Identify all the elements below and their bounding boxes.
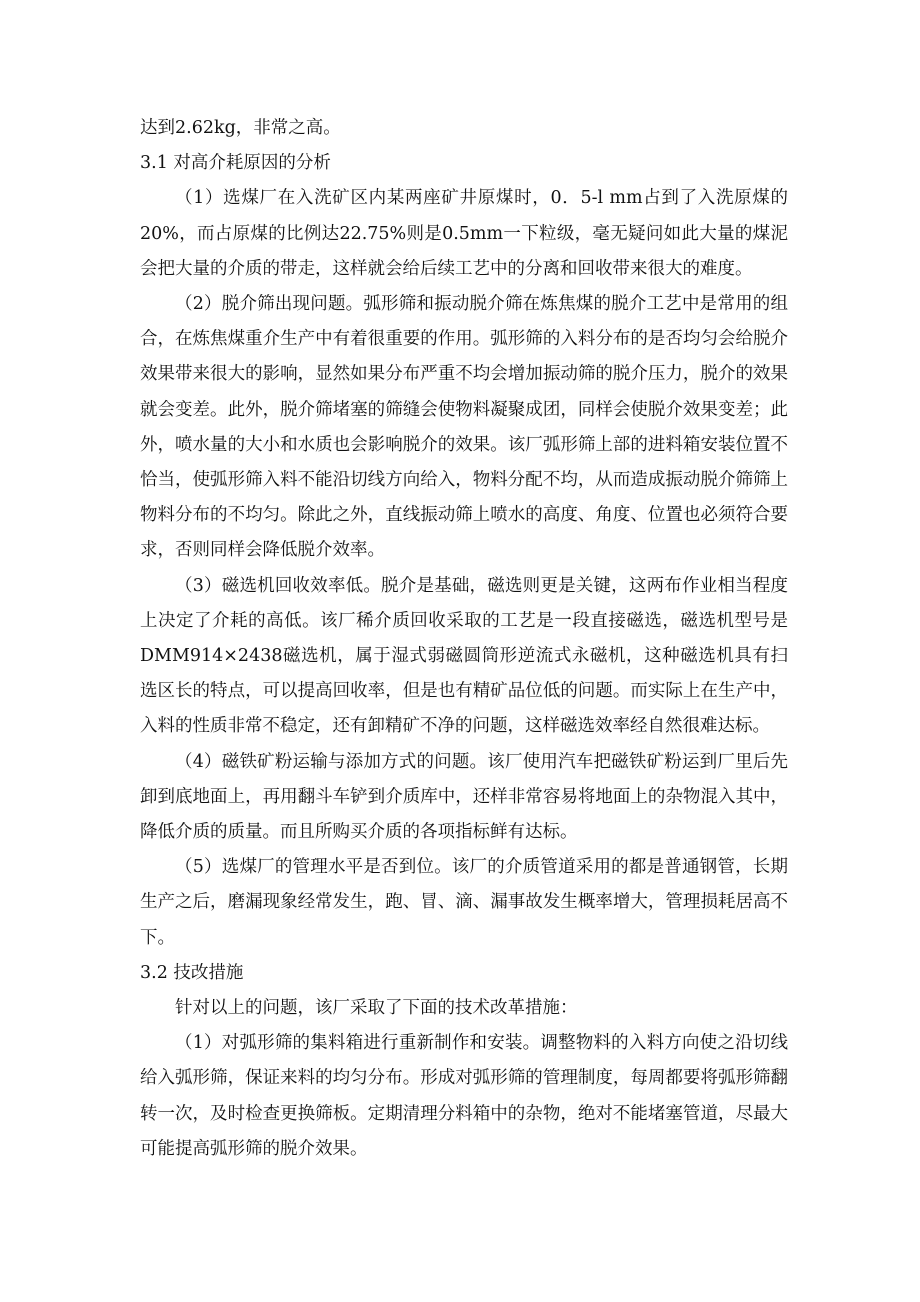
paragraph-cause-4: （4）磁铁矿粉运输与添加方式的问题。该厂使用汽车把磁铁矿粉运到厂里后先卸到底地面上，再用翻斗车铲到介质库中，还样非常容易将地面上的杂物混入其中，降低介质的质量。而且所购买介质的各项指标鲜有达标。 (140, 751, 788, 843)
section-heading-3-2: 3.2 技改措施 (140, 962, 244, 983)
section-heading-3-1: 3.1 对高介耗原因的分析 (140, 153, 331, 174)
paragraph-cause-5: （5）选煤厂的管理水平是否到位。该厂的介质管道采用的都是普通钢管，长期生产之后，磨漏现象经常发生，跑、冒、滴、漏事故发生概率增大，管理损耗居高不下。 (140, 857, 788, 948)
paragraph-cause-1: （1）选煤厂在入洗矿区内某两座矿井原煤时，0．5-l mm占到了入洗原煤的20%，而占原煤的比例达22.75%则是0.5mm一下粒级，毫无疑问如此大量的煤泥会把大量的介质的带走，这样就会给后续工艺中的分离和回收带来很大的难度。 (140, 188, 788, 279)
paragraph-measures-intro: 针对以上的问题，该厂采取了下面的技术改革措施： (175, 998, 578, 1019)
paragraph-cause-2: （2）脱介筛出现问题。弧形筛和振动脱介筛在炼焦煤的脱介工艺中是常用的组合，在炼焦煤重介生产中有着很重要的作用。弧形筛的入料分布的是否均匀会给脱介效果带来很大的影响，显然如果分布严重不均会增加振动筛的脱介压力，脱介的效果就会变差。此外，脱介筛堵塞的筛缝会使物料凝聚成团，同样会使脱介效果变差；此外，喷水量的大小和水质也会影响脱介的效果。该厂弧形筛上部的进料箱安装位置不恰当，使弧形筛入料不能沿切线方向给入，物料分配不均，从而造成振动脱介筛筛上物料分布的不均匀。除此之外，直线振动筛上喷水的高度、角度、位置也必须符合要求，否则同样会降低脱介效率。 (140, 294, 788, 561)
continuation-text: 达到2.62kg，非常之高。 (140, 118, 341, 138)
paragraph-measure-1: （1）对弧形筛的集料箱进行重新制作和安装。调整物料的入料方向使之沿切线给入弧形筛，保证来料的均匀分布。形成对弧形筛的管理制度，每周都要将弧形筛翻转一次，及时检查更换筛板。定期清理分料箱中的杂物，绝对不能堵塞管道，尽最大可能提高弧形筛的脱介效果。 (140, 1033, 788, 1159)
paragraph-cause-3: （3）磁选机回收效率低。脱介是基础，磁选则更是关键，这两布作业相当程度上决定了介耗的高低。该厂稀介质回收采取的工艺是一段直接磁选，磁选机型号是DMM914×2438磁选机，属于湿式弱磁圆筒形逆流式永磁机，这种磁选机具有扫选区长的特点，可以提高回收率，但是也有精矿品位低的问题。而实际上在生产中，入料的性质非常不稳定，还有卸精矿不净的问题，这样磁选效率经自然很难达标。 (140, 575, 788, 737)
document-body (140, 111, 788, 1167)
